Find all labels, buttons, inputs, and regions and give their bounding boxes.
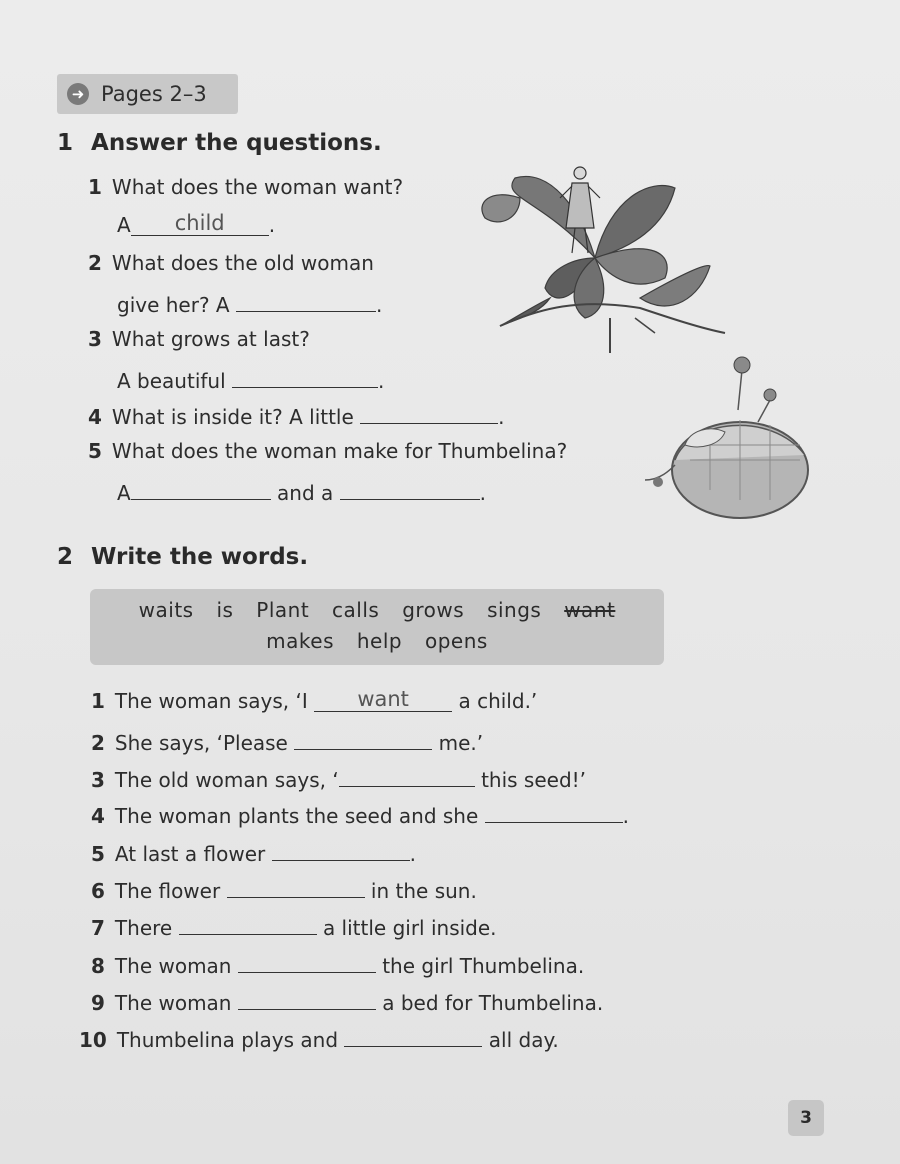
sentence-end: a bed for Thumbelina. [382, 991, 604, 1015]
sentence-end: a little girl inside. [322, 916, 497, 940]
sentence-blank[interactable] [227, 875, 365, 898]
answer-suffix: . [378, 369, 385, 393]
question-5 [88, 439, 567, 463]
sentence-blank[interactable] [272, 838, 410, 861]
sentence-9 [91, 987, 603, 1015]
answer-suffix: . [498, 405, 505, 429]
sentence-3 [91, 764, 586, 792]
section-2-title: Write the words. [91, 544, 309, 570]
word-bank [90, 589, 664, 665]
answer-prefix: A [117, 213, 131, 237]
question-number: 2 [88, 251, 102, 275]
pages-reference-tag [57, 74, 238, 114]
question-number: 1 [88, 175, 102, 199]
answer-blank[interactable] [232, 365, 378, 388]
question-number: 4 [88, 405, 102, 429]
question-2 [88, 251, 374, 275]
sentence-start: At last a flower [114, 842, 266, 866]
answer-blank[interactable] [360, 401, 498, 424]
sentence-end: the girl Thumbelina. [382, 954, 585, 978]
answer-line-2 [117, 289, 382, 317]
answer-line-3 [117, 365, 384, 393]
sentence-blank[interactable] [238, 950, 376, 973]
question-text: What does the old woman [111, 251, 374, 275]
word-bank-word: makes [266, 629, 335, 653]
sentence-start: The old woman says, ‘ [114, 768, 339, 792]
sentence-blank[interactable] [339, 764, 475, 787]
flower-fairy-illustration [460, 158, 730, 358]
answer-blank[interactable] [340, 477, 480, 500]
question-3 [88, 327, 310, 351]
sentence-end: me.’ [438, 731, 484, 755]
question-number: 5 [88, 439, 102, 463]
sentence-number: 10 [79, 1028, 107, 1052]
filled-answer: child [174, 211, 225, 235]
sentence-blank[interactable] [238, 987, 376, 1010]
word-bank-row-1 [90, 598, 664, 622]
page-number: 3 [788, 1100, 824, 1136]
section-1-title: Answer the questions. [91, 130, 382, 156]
word-bank-word: is [216, 598, 234, 622]
sentence-number: 1 [91, 689, 105, 713]
sentence-10 [79, 1024, 559, 1052]
question-text: What does the woman make for Thumbelina? [111, 439, 568, 463]
question-number: 3 [88, 327, 102, 351]
sentence-7 [91, 912, 497, 940]
walnut-bed-illustration [630, 350, 815, 525]
sentence-number: 6 [91, 879, 105, 903]
question-text: What is inside it? A little [111, 405, 354, 429]
sentence-start: The woman says, ‘I [114, 689, 308, 713]
sentence-end: . [622, 804, 630, 828]
word-bank-word: waits [138, 598, 194, 622]
sentence-blank[interactable] [344, 1024, 482, 1047]
sentence-blank[interactable] [294, 727, 432, 750]
sentence-number: 5 [91, 842, 105, 866]
sentence-6 [91, 875, 477, 903]
word-bank-word: grows [402, 598, 465, 622]
answer-prefix: A beautiful [117, 369, 226, 393]
section-2-number: 2 [57, 544, 74, 570]
word-bank-word: help [356, 629, 403, 653]
sentence-start: She says, ‘Please [114, 731, 288, 755]
sentence-start: The flower [114, 879, 221, 903]
answer-line-5 [117, 477, 486, 505]
answer-blank[interactable] [236, 289, 376, 312]
sentence-start: The woman [114, 991, 232, 1015]
sentence-4 [91, 800, 629, 828]
question-text: What does the woman want? [111, 175, 404, 199]
section-1-number: 1 [57, 130, 74, 156]
sentence-number: 4 [91, 804, 105, 828]
sentence-number: 8 [91, 954, 105, 978]
question-text-continued: give her? A [117, 293, 230, 317]
sentence-5 [91, 838, 416, 866]
word-bank-row-2 [90, 629, 664, 653]
sentence-blank[interactable] [485, 800, 623, 823]
sentence-blank[interactable] [314, 689, 452, 712]
answer-prefix: A [117, 481, 131, 505]
sentence-number: 9 [91, 991, 105, 1015]
answer-suffix: . [375, 293, 383, 317]
word-bank-word: opens [424, 629, 488, 653]
answer-middle: and a [277, 481, 334, 505]
pages-reference-label: Pages 2–3 [101, 82, 207, 106]
word-bank-word: sings [487, 598, 542, 622]
sentence-2 [91, 727, 483, 755]
section-1-heading [57, 130, 382, 156]
answer-blank[interactable] [131, 477, 271, 500]
question-1 [88, 175, 403, 199]
word-bank-word-crossed-out: want [564, 598, 616, 622]
sentence-blank[interactable] [179, 912, 317, 935]
word-bank-word: calls [332, 598, 380, 622]
sentence-1 [91, 689, 537, 713]
word-bank-word: Plant [256, 598, 310, 622]
sentence-end: a child.’ [458, 689, 538, 713]
answer-suffix: . [268, 213, 276, 237]
sentence-start: There [114, 916, 173, 940]
answer-suffix: . [479, 481, 487, 505]
question-text: What grows at last? [111, 327, 310, 351]
filled-answer: want [357, 687, 409, 711]
sentence-end: all day. [488, 1028, 559, 1052]
question-4 [88, 401, 505, 429]
sentence-start: Thumbelina plays and [116, 1028, 339, 1052]
sentence-start: The woman plants the seed and she [114, 804, 479, 828]
arrow-right-icon: ➜ [67, 83, 89, 105]
sentence-start: The woman [114, 954, 232, 978]
sentence-number: 7 [91, 916, 105, 940]
sentence-number: 3 [91, 768, 105, 792]
answer-blank[interactable] [131, 213, 269, 236]
sentence-8 [91, 950, 584, 978]
answer-line-1 [117, 213, 275, 237]
section-2-heading [57, 544, 308, 570]
sentence-end: this seed!’ [481, 768, 587, 792]
sentence-end: in the sun. [370, 879, 477, 903]
sentence-number: 2 [91, 731, 105, 755]
sentence-end: . [409, 842, 416, 866]
